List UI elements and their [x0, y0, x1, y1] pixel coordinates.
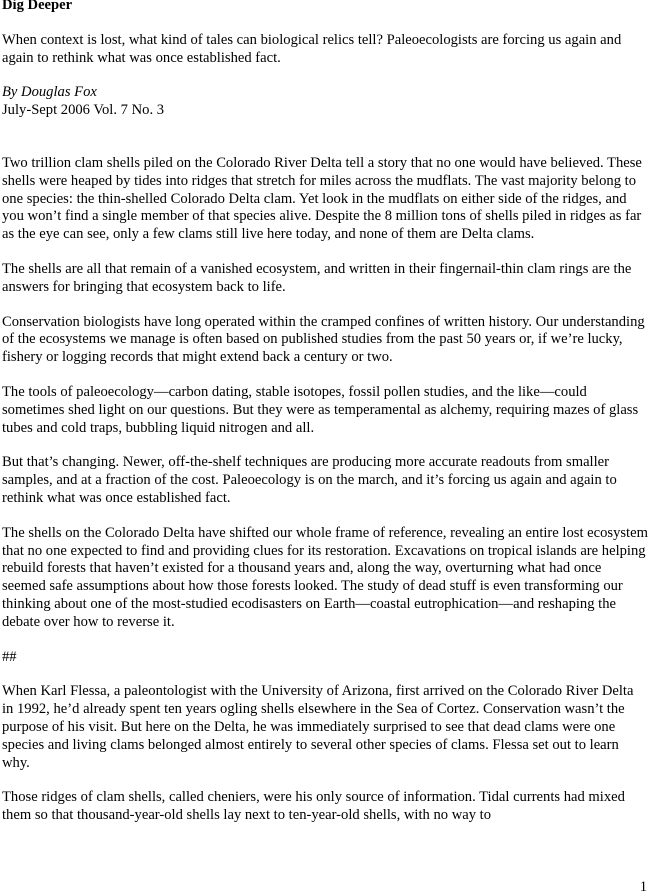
article-byline: By Douglas Fox — [2, 84, 97, 101]
page-number: 1 — [639, 879, 647, 895]
paragraph: The shells are all that remain of a vanished ecosystem, and written in their fingernail-thin clam rings are the answers for bringing that ecosystem back to life. — [2, 260, 632, 295]
article-issue: July-Sept 2006 Vol. 7 No. 3 — [2, 102, 165, 119]
paragraph: When Karl Flessa, a paleontologist with the University of Arizona, first arrived on the Colorado River Delta in 1992, he’d already spent ten years ogling shells elsewhere in the Sea of Cortez. Conservation wasn’t the purpose of his visit. But here on the Delta, he was immediately surprised to see that dead clams were one species and living clams belonged almost entirely to several other species of clams. Flessa set out to learn why. — [2, 683, 634, 771]
paragraph: Two trillion clam shells piled on the Colorado River Delta tell a story that no one would have believed. These shells were heaped by tides into ridges that stretch for miles across the mudflats. The vast majority belong to one species: the thin-shelled Colorado Delta clam. Yet look in the mudflats on either side of the ridges, and you won’t find a single member of that species alive. Despite the 8 million tons of shells piled in ridges as far as the eye can see, only a few clams still live here today, and none of them are Delta clams. — [2, 154, 642, 243]
article-standfirst: When context is lost, what kind of tales can biological relics tell? Paleoecologists are forcing us again and again to rethink what was once established fact. — [2, 31, 622, 66]
paragraph: The shells on the Colorado Delta have shifted our whole frame of reference, revealing an entire lost ecosystem that no one expected to find and providing clues for its restoration. Excavations on tropical islands are helping rebuild forests that haven’t existed for a thousand years and, along the way, overturning what had once seemed safe assumptions about how those forests looked. The study of dead stuff is even transforming our thinking about one of the most-studied ecodisasters on Earth—coastal eutrophication—and reshaping the debate over how to reverse it. — [2, 524, 648, 630]
paragraph: Conservation biologists have long operated within the cramped confines of written history. Our understanding of the ecosystems we manage is often based on published studies from the past 50 years or, if we’re lucky, fishery or logging records that might extend back a century or two. — [2, 313, 645, 366]
article-title: Dig Deeper — [2, 0, 73, 13]
paragraph: Those ridges of clam shells, called cheniers, were his only source of information. Tidal currents had mixed them so that thousand-year-old shells lay next to ten-year-old shells, with no way to — [2, 789, 625, 824]
section-break: ## — [2, 648, 17, 665]
paragraph: The tools of paleoecology—carbon dating, stable isotopes, fossil pollen studies, and the like—could sometimes shed light on our questions. But they were as temperamental as alchemy, requiring mazes of glass tubes and cold traps, bubbling liquid nitrogen and all. — [2, 383, 639, 436]
paragraph: But that’s changing. Newer, off-the-shelf techniques are producing more accurate readouts from smaller samples, and at a fraction of the cost. Paleoecology is on the march, and it’s forcing us again and again to rethink what was once established fact. — [2, 454, 617, 506]
article-body — [2, 0, 648, 842]
